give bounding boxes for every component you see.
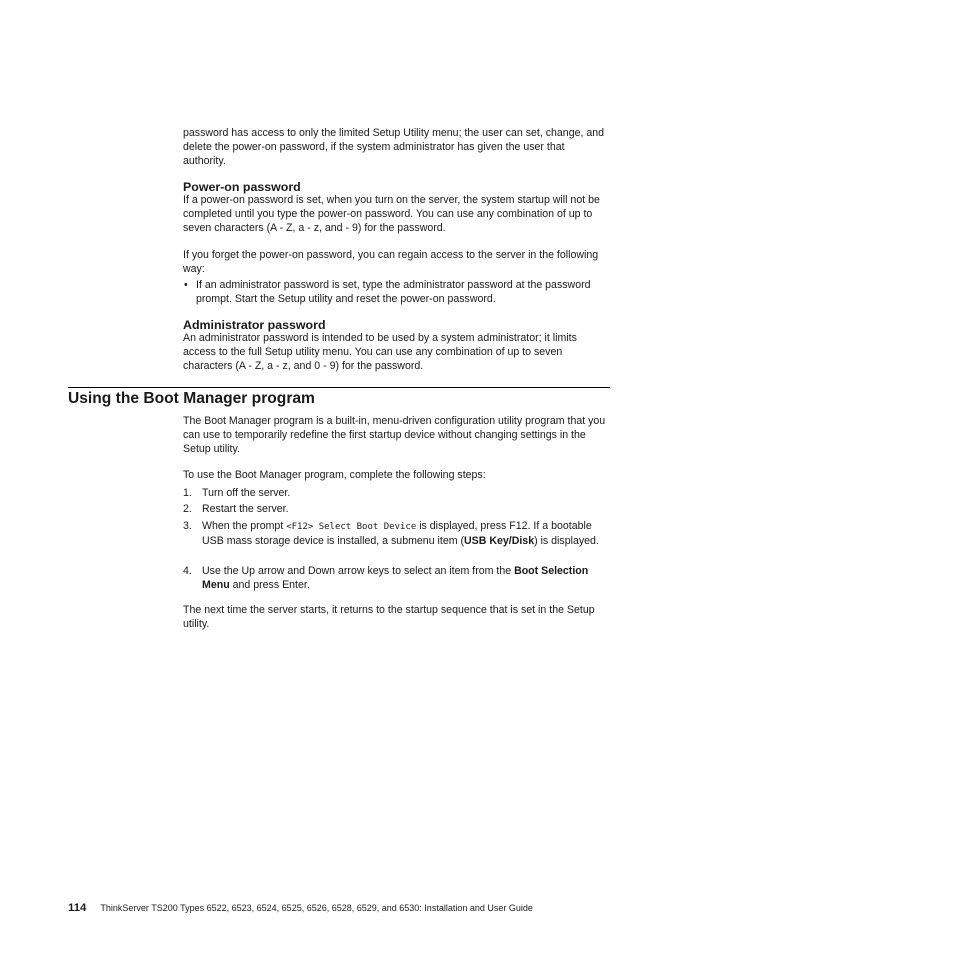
step-text: Restart the server. — [202, 503, 289, 515]
step-text-part: and press Enter. — [229, 578, 310, 591]
administrator-paragraph: An administrator password is intended to be used by a system administrator; it limits access to the full Setup utility menu. You can use any combination of up to seven characters (A - Z, a - z, and 0 - 9) for the password. — [183, 332, 577, 372]
section-divider — [68, 387, 610, 388]
bullet-text: If an administrator password is set, type the administrator password at the password prompt. Start the Setup utility and reset the power-on password. — [196, 279, 591, 305]
boot-manager-paragraph-2: To use the Boot Manager program, complete the following steps: — [183, 469, 486, 481]
step-text-part: Use the Up arrow and Down arrow keys to select an item from the — [202, 565, 515, 577]
step-text — [202, 520, 608, 549]
page-number: 114 — [68, 902, 87, 914]
administrator-password-heading: Administrator password — [183, 318, 326, 332]
step-text — [202, 565, 608, 593]
step-4 — [183, 565, 608, 593]
footer-text: ThinkServer TS200 Types 6522, 6523, 6524, 6525, 6526, 6528, 6529, and 6530: Installation and User Guide — [100, 903, 533, 913]
bullet-marker: • — [184, 279, 188, 291]
power-on-paragraph-1: If a power-on password is set, when you turn on the server, the system startup will not be completed until you type the power-on password. You can use any combination of up to seven characters (A - Z, a - z, and - 9) for the password. — [183, 194, 600, 234]
step-text: Turn off the server. — [202, 487, 291, 499]
boot-manager-paragraph-3: The next time the server starts, it returns to the startup sequence that is set in the Setup utility. — [183, 604, 595, 630]
step-text-part: When the prompt — [202, 520, 287, 532]
step-text-part: is displayed, press F12. If a bootable USB mass storage device is installed, a submenu item ( — [202, 520, 592, 547]
usb-key-disk-term: USB Key/Disk — [464, 534, 535, 547]
step-2 — [183, 503, 608, 517]
boot-manager-paragraph-1: The Boot Manager program is a built-in, menu-driven configuration utility program that you can use to temporarily redefine the first startup device without changing settings in the Setup utility. — [183, 415, 606, 455]
power-on-password-heading: Power-on password — [183, 180, 301, 194]
power-on-paragraph-2: If you forget the power-on password, you can regain access to the server in the following way: — [183, 249, 599, 275]
step-3 — [183, 520, 608, 549]
boot-selection-menu-term: Boot Selection Menu — [202, 565, 589, 591]
step-number: 2. — [183, 503, 192, 515]
step-number: 4. — [183, 565, 192, 577]
intro-paragraph: password has access to only the limited Setup Utility menu; the user can set, change, and delete the power-on password, if the system administrator has given the user that authority. — [183, 127, 605, 167]
prompt-code: <F12> Select Boot Device — [286, 522, 417, 532]
page-footer — [68, 902, 533, 914]
section-title: Using the Boot Manager program — [68, 390, 315, 407]
step-1 — [183, 487, 608, 501]
list-item — [183, 279, 608, 307]
step-text-part: ) is displayed. — [534, 534, 599, 547]
step-number: 1. — [183, 487, 192, 499]
step-number: 3. — [183, 520, 192, 532]
